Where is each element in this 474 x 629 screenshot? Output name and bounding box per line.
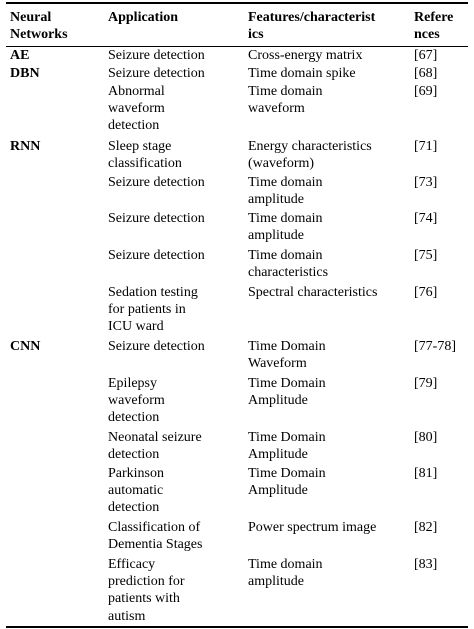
features-cell: Time Domain Amplitude bbox=[248, 430, 326, 463]
application-cell: Sedation testing for patients in ICU ward bbox=[108, 285, 198, 335]
features-cell: Time domain waveform bbox=[248, 84, 323, 117]
header-networks: Neural Networks bbox=[10, 10, 68, 43]
header-application: Application bbox=[108, 10, 179, 25]
reference-cell: [80] bbox=[414, 430, 438, 445]
network-cell: DBN bbox=[10, 66, 40, 81]
application-cell: Efficacy prediction for patients with autism bbox=[108, 557, 185, 624]
reference-cell: [77-78] bbox=[414, 339, 456, 354]
features-cell: Time domain characteristics bbox=[248, 248, 329, 281]
header-features: Features/characterist ics bbox=[248, 10, 376, 43]
network-cell: AE bbox=[10, 48, 30, 63]
features-cell: Time domain amplitude bbox=[248, 211, 323, 244]
reference-cell: [83] bbox=[414, 557, 438, 572]
reference-cell: [68] bbox=[414, 66, 438, 81]
application-cell: Seizure detection bbox=[108, 48, 205, 63]
features-cell: Time domain spike bbox=[248, 66, 356, 81]
reference-cell: [76] bbox=[414, 285, 438, 300]
reference-cell: [71] bbox=[414, 139, 438, 154]
reference-cell: [67] bbox=[414, 48, 438, 63]
application-cell: Epilepsy waveform detection bbox=[108, 376, 165, 426]
application-cell: Seizure detection bbox=[108, 175, 205, 190]
features-cell: Energy characteristics (waveform) bbox=[248, 139, 372, 172]
reference-cell: [82] bbox=[414, 520, 438, 535]
features-cell: Power spectrum image bbox=[248, 520, 377, 535]
application-cell: Abnormal waveform detection bbox=[108, 84, 165, 134]
application-cell: Seizure detection bbox=[108, 211, 205, 226]
application-cell: Parkinson automatic detection bbox=[108, 466, 164, 516]
network-cell: CNN bbox=[10, 339, 41, 354]
application-cell: Sleep stage classification bbox=[108, 139, 182, 172]
features-cell: Time domain amplitude bbox=[248, 175, 323, 208]
features-cell: Time Domain Amplitude bbox=[248, 376, 326, 409]
top-rule bbox=[6, 2, 468, 4]
network-cell: RNN bbox=[10, 139, 41, 154]
features-cell: Time Domain Amplitude bbox=[248, 466, 326, 499]
reference-cell: [75] bbox=[414, 248, 438, 263]
features-cell: Cross-energy matrix bbox=[248, 48, 363, 63]
features-cell: Time Domain Waveform bbox=[248, 339, 326, 372]
reference-cell: [79] bbox=[414, 376, 438, 391]
features-cell: Time domain amplitude bbox=[248, 557, 323, 590]
header-references: Refere nces bbox=[414, 10, 454, 43]
header-rule bbox=[6, 46, 468, 47]
reference-cell: [73] bbox=[414, 175, 438, 190]
application-cell: Seizure detection bbox=[108, 339, 205, 354]
application-cell: Neonatal seizure detection bbox=[108, 430, 202, 463]
application-cell: Seizure detection bbox=[108, 66, 205, 81]
application-cell: Seizure detection bbox=[108, 248, 205, 263]
reference-cell: [81] bbox=[414, 466, 438, 481]
bottom-rule bbox=[6, 626, 468, 628]
reference-cell: [69] bbox=[414, 84, 438, 99]
application-cell: Classification of Dementia Stages bbox=[108, 520, 203, 553]
reference-cell: [74] bbox=[414, 211, 438, 226]
features-cell: Spectral characteristics bbox=[248, 285, 378, 300]
